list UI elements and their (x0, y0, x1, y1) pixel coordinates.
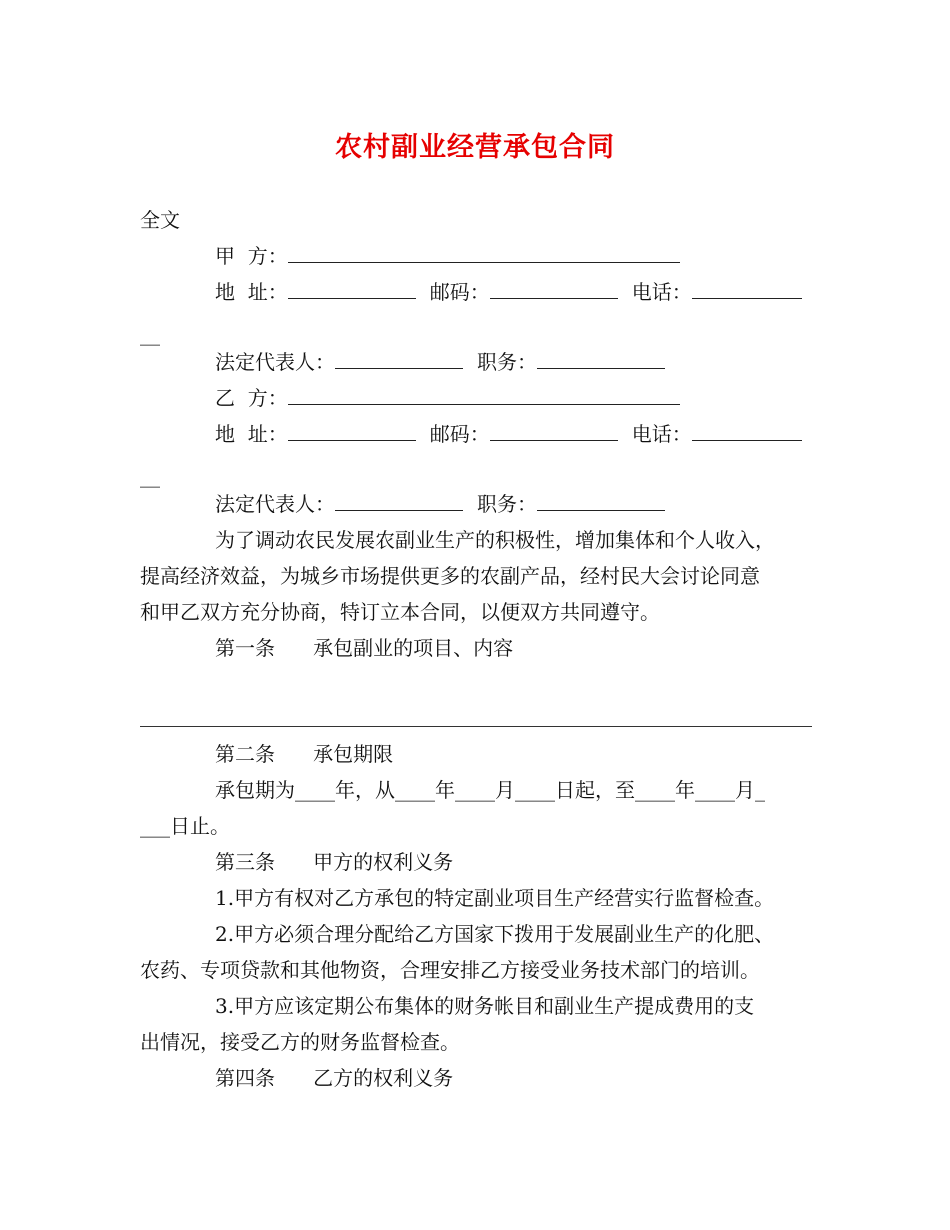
position-label: 职务： (477, 350, 537, 374)
phone-label: 电话： (631, 280, 692, 304)
party-b-field (288, 386, 680, 405)
party-a-label: 甲 方： (215, 244, 288, 268)
article-4-heading: 第四条 乙方的权利义务 (215, 1066, 454, 1090)
party-b-address-line (140, 420, 812, 448)
address-label: 地 址： (215, 422, 288, 446)
address-label: 地 址： (215, 280, 288, 304)
legal-rep-label: 法定代表人： (215, 492, 335, 516)
position-field (537, 350, 665, 369)
article-3-item-2: 2.甲方必须合理分配给乙方国家下拨用于发展副业生产的化肥、 (215, 922, 775, 946)
term-line: ___日止。 (140, 814, 230, 838)
party-b-label: 乙 方： (215, 386, 288, 410)
party-a-address-line (140, 278, 812, 306)
party-a-line (140, 242, 812, 270)
heading-full-text: 全文 (140, 208, 180, 232)
article-3-item-3: 3.甲方应该定期公布集体的财务帐目和副业生产提成费用的支 (215, 994, 755, 1018)
legal-rep-field (335, 350, 463, 369)
address-field (288, 422, 416, 441)
article-2-heading: 第二条 承包期限 (215, 742, 394, 766)
preamble-line: 为了调动农民发展农副业生产的积极性，增加集体和个人收入， (215, 528, 775, 552)
postcode-label: 邮码： (429, 422, 490, 446)
legal-rep-label: 法定代表人： (215, 350, 335, 374)
phone-field (692, 280, 802, 299)
address-field (288, 280, 416, 299)
preamble-line: 和甲乙双方充分协商，特订立本合同，以便双方共同遵守。 (140, 600, 660, 624)
article-1-fill-line (140, 726, 812, 727)
preamble-line: 提高经济效益，为城乡市场提供更多的农副产品，经村民大会讨论同意 (140, 564, 760, 588)
article-3-item-1: 1.甲方有权对乙方承包的特定副业项目生产经营实行监督检查。 (215, 886, 775, 910)
term-line: 承包期为____年，从____年____月____日起，至____年____月_ (215, 778, 765, 802)
document-title: 农村副业经营承包合同 (335, 132, 615, 163)
postcode-label: 邮码： (429, 280, 490, 304)
party-a-rep-line (140, 348, 812, 376)
postcode-field (490, 422, 618, 441)
phone-wrap: __ (140, 464, 160, 488)
postcode-field (490, 280, 618, 299)
article-1-heading: 第一条 承包副业的项目、内容 (215, 636, 514, 660)
party-b-line (140, 384, 812, 412)
party-b-rep-line (140, 490, 812, 518)
phone-wrap: __ (140, 322, 160, 346)
article-3-heading: 第三条 甲方的权利义务 (215, 850, 454, 874)
article-3-item-2-cont: 农药、专项贷款和其他物资，合理安排乙方接受业务技术部门的培训。 (140, 958, 760, 982)
legal-rep-field (335, 492, 463, 511)
party-a-field (288, 244, 680, 263)
phone-field (692, 422, 802, 441)
position-field (537, 492, 665, 511)
article-3-item-3-cont: 出情况，接受乙方的财务监督检查。 (140, 1030, 460, 1054)
phone-label: 电话： (631, 422, 692, 446)
position-label: 职务： (477, 492, 537, 516)
